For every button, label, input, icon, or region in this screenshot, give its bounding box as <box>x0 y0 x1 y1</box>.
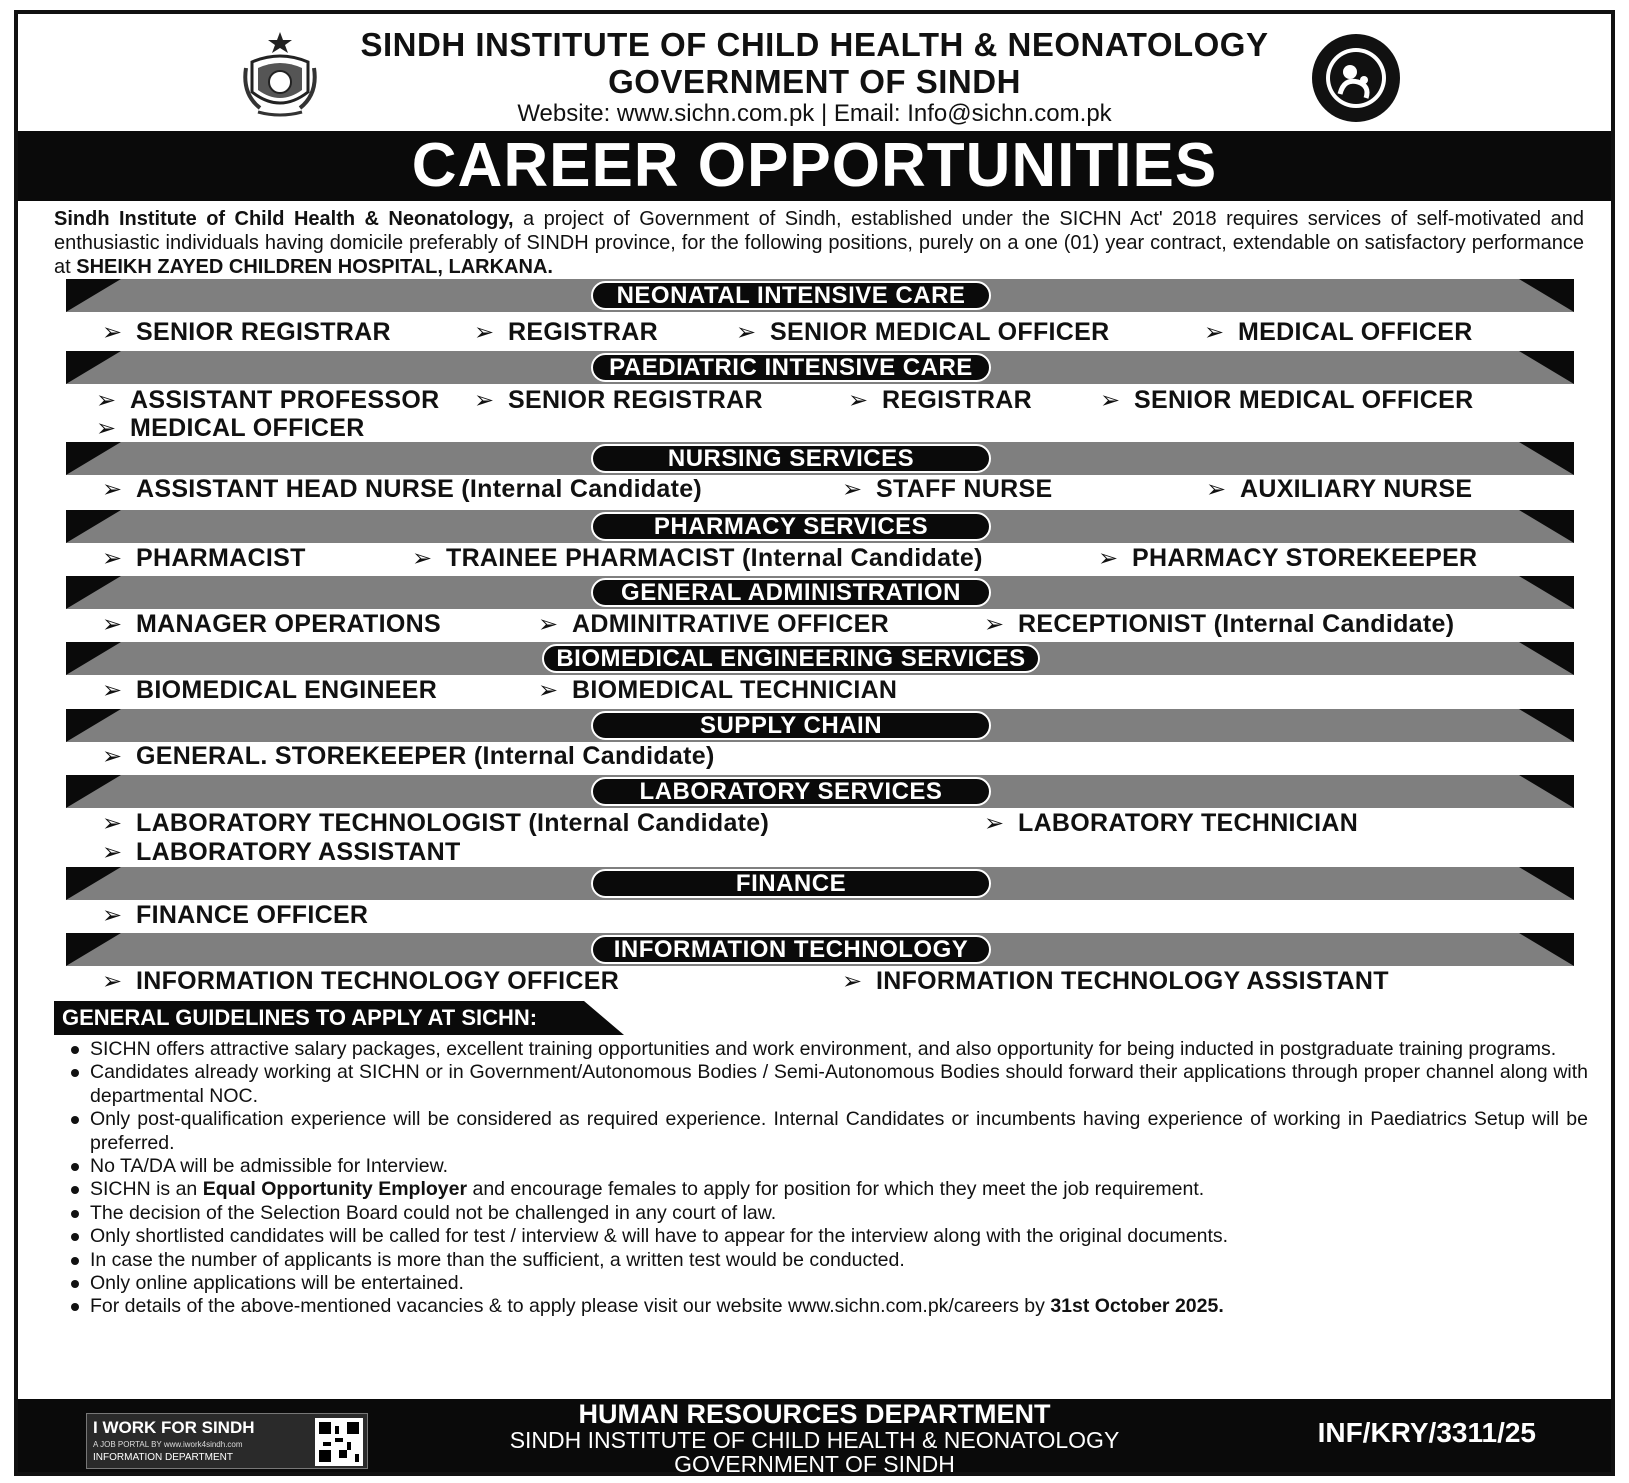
guidelines-heading-text: GENERAL GUIDELINES TO APPLY AT SICHN: <box>62 1005 538 1030</box>
position-item: ➢ SENIOR MEDICAL OFFICER <box>736 318 1110 346</box>
intro-bold-end: SHEIKH ZAYED CHILDREN HOSPITAL, LARKANA. <box>76 256 553 278</box>
section-bar-general-administration <box>66 576 1574 609</box>
section-title: PHARMACY SERVICES <box>591 512 991 541</box>
guideline-item: Only post-qualification experience will be considered as required experience. Internal Candidates or incumbents having experience of working in Paediatrics Setup will be preferred. <box>68 1108 1588 1155</box>
section-title: NEONATAL INTENSIVE CARE <box>591 281 991 310</box>
position-item: ➢ INFORMATION TECHNOLOGY ASSISTANT <box>842 967 1389 995</box>
arrow-bullet-icon: ➢ <box>848 387 869 414</box>
position-item: ➢ LABORATORY TECHNOLOGIST (Internal Candidate) <box>102 809 770 837</box>
contact-info: Website: www.sichn.com.pk | Email: Info@sichn.com.pk <box>517 100 1112 127</box>
iwork-department: INFORMATION DEPARTMENT <box>93 1452 233 1463</box>
section-title: BIOMEDICAL ENGINEERING SERVICES <box>542 644 1040 673</box>
position-item: ➢ TRAINEE PHARMACIST (Internal Candidate) <box>412 544 983 572</box>
position-item: ➢ MANAGER OPERATIONS <box>102 610 441 638</box>
arrow-bullet-icon: ➢ <box>102 545 123 572</box>
section-bar-laboratory <box>66 775 1574 808</box>
arrow-bullet-icon: ➢ <box>96 415 117 442</box>
guideline-item: For details of the above-mentioned vacancies & to apply please visit our website www.sichn.com.pk/careers by 31st October 2025. <box>68 1295 1588 1318</box>
guideline-item: SICHN is an Equal Opportunity Employer and encourage females to apply for position for which they meet the job requirement. <box>68 1178 1588 1201</box>
guidelines-heading <box>54 1001 624 1035</box>
position-item: ➢ ADMINITRATIVE OFFICER <box>538 610 889 638</box>
arrow-bullet-icon: ➢ <box>102 677 123 704</box>
arrow-bullet-icon: ➢ <box>102 476 123 503</box>
intro-text: a project of Government of Sindh, established under the SICHN Act' 2018 requires services of self-motivated and enthusiastic individuals having domicile preferably of SINDH province, for the following positions, purely on a one (01) year contract, extendable on satisfactory performance at <box>54 208 1584 278</box>
position-item: ➢ RECEPTIONIST (Internal Candidate) <box>984 610 1455 638</box>
position-item: ➢ STAFF NURSE <box>842 475 1053 503</box>
position-item: ➢ PHARMACY STOREKEEPER <box>1098 544 1478 572</box>
arrow-bullet-icon: ➢ <box>102 611 123 638</box>
arrow-bullet-icon: ➢ <box>1100 387 1121 414</box>
footer-institute-name: SINDH INSTITUTE OF CHILD HEALTH & NEONATOLOGY <box>509 1427 1120 1453</box>
position-item: ➢ PHARMACIST <box>102 544 306 572</box>
arrow-bullet-icon: ➢ <box>474 387 495 414</box>
arrow-bullet-icon: ➢ <box>1204 319 1225 346</box>
guideline-item: Candidates already working at SICHN or in Government/Autonomous Bodies / Semi-Autonomous Bodies should forward their applications through proper channel along with departmental NOC. <box>68 1061 1588 1108</box>
guideline-item: In case the number of applicants is more than the sufficient, a written test would be conducted. <box>68 1249 1588 1272</box>
arrow-bullet-icon: ➢ <box>412 545 433 572</box>
arrow-bullet-icon: ➢ <box>474 319 495 346</box>
section-title: LABORATORY SERVICES <box>591 777 991 806</box>
arrow-bullet-icon: ➢ <box>102 810 123 837</box>
position-item: ➢ SENIOR MEDICAL OFFICER <box>1100 386 1474 414</box>
arrow-bullet-icon: ➢ <box>102 902 123 929</box>
intro-paragraph <box>54 207 1584 279</box>
guideline-item: Only shortlisted candidates will be called for test / interview & will have to appear for the interview along with the original documents. <box>68 1225 1588 1248</box>
guidelines-list <box>68 1038 1588 1319</box>
section-title: PAEDIATRIC INTENSIVE CARE <box>591 353 991 382</box>
position-item: ➢ BIOMEDICAL ENGINEER <box>102 676 438 704</box>
arrow-bullet-icon: ➢ <box>102 968 123 995</box>
position-item: ➢ MEDICAL OFFICER <box>1204 318 1473 346</box>
intro-bold-start: Sindh Institute of Child Health & Neonatology, <box>54 208 514 230</box>
section-title: NURSING SERVICES <box>591 444 991 473</box>
position-item: ➢ BIOMEDICAL TECHNICIAN <box>538 676 898 704</box>
position-item: ➢ ASSISTANT HEAD NURSE (Internal Candidate) <box>102 475 703 503</box>
iwork-subtitle: A JOB PORTAL BY www.iwork4sindh.com <box>93 1440 243 1449</box>
section-bar-biomedical <box>66 642 1574 675</box>
position-item: ➢ LABORATORY ASSISTANT <box>102 838 461 866</box>
guideline-item: Only online applications will be entertained. <box>68 1272 1588 1295</box>
section-title: GENERAL ADMINISTRATION <box>591 578 991 607</box>
section-bar-information-technology <box>66 933 1574 966</box>
section-bar-nursing <box>66 442 1574 475</box>
position-item: ➢ ASSISTANT PROFESSOR <box>96 386 440 414</box>
arrow-bullet-icon: ➢ <box>984 611 1005 638</box>
section-title: SUPPLY CHAIN <box>591 711 991 740</box>
job-advertisement <box>14 10 1615 1476</box>
arrow-bullet-icon: ➢ <box>736 319 757 346</box>
section-title: FINANCE <box>591 869 991 898</box>
arrow-bullet-icon: ➢ <box>538 677 559 704</box>
position-item: ➢ LABORATORY TECHNICIAN <box>984 809 1359 837</box>
guideline-item: SICHN offers attractive salary packages, excellent training opportunities and work environment, and also opportunity for being inducted in postgraduate training programs. <box>68 1038 1588 1061</box>
reference-number: INF/KRY/3311/25 <box>1317 1417 1536 1448</box>
section-bar-paediatric <box>66 351 1574 384</box>
organization-name: SINDH INSTITUTE OF CHILD HEALTH & NEONATOLOGY <box>360 26 1269 63</box>
position-item: ➢ INFORMATION TECHNOLOGY OFFICER <box>102 967 620 995</box>
arrow-bullet-icon: ➢ <box>842 968 863 995</box>
section-bar-finance <box>66 867 1574 900</box>
arrow-bullet-icon: ➢ <box>102 839 123 866</box>
arrow-bullet-icon: ➢ <box>842 476 863 503</box>
position-item: ➢ REGISTRAR <box>848 386 1032 414</box>
arrow-bullet-icon: ➢ <box>96 387 117 414</box>
guideline-item: No TA/DA will be admissible for Interview. <box>68 1155 1588 1178</box>
footer-government-name: GOVERNMENT OF SINDH <box>674 1451 955 1477</box>
guideline-item: The decision of the Selection Board could not be challenged in any court of law. <box>68 1202 1588 1225</box>
hr-department: HUMAN RESOURCES DEPARTMENT <box>578 1399 1051 1429</box>
arrow-bullet-icon: ➢ <box>984 810 1005 837</box>
section-bar-pharmacy <box>66 510 1574 543</box>
section-bar-supply-chain <box>66 709 1574 742</box>
position-item: ➢ GENERAL. STOREKEEPER (Internal Candidate) <box>102 742 715 770</box>
position-item: ➢ AUXILIARY NURSE <box>1206 475 1473 503</box>
ad-header <box>18 14 1611 130</box>
position-item: ➢ SENIOR REGISTRAR <box>102 318 391 346</box>
arrow-bullet-icon: ➢ <box>538 611 559 638</box>
iwork-title: I WORK FOR SINDH <box>93 1418 255 1437</box>
arrow-bullet-icon: ➢ <box>1098 545 1119 572</box>
sichn-logo-icon <box>1310 32 1402 124</box>
section-title: INFORMATION TECHNOLOGY <box>591 935 991 964</box>
position-item: ➢ FINANCE OFFICER <box>102 901 369 929</box>
position-item: ➢ MEDICAL OFFICER <box>96 414 365 442</box>
career-opportunities-banner: CAREER OPPORTUNITIES <box>18 131 1611 201</box>
government-name: GOVERNMENT OF SINDH <box>608 63 1021 100</box>
position-item: ➢ REGISTRAR <box>474 318 658 346</box>
ad-footer <box>18 1399 1611 1477</box>
arrow-bullet-icon: ➢ <box>1206 476 1227 503</box>
section-bar-neonatal <box>66 279 1574 312</box>
arrow-bullet-icon: ➢ <box>102 743 123 770</box>
position-item: ➢ SENIOR REGISTRAR <box>474 386 763 414</box>
arrow-bullet-icon: ➢ <box>102 319 123 346</box>
